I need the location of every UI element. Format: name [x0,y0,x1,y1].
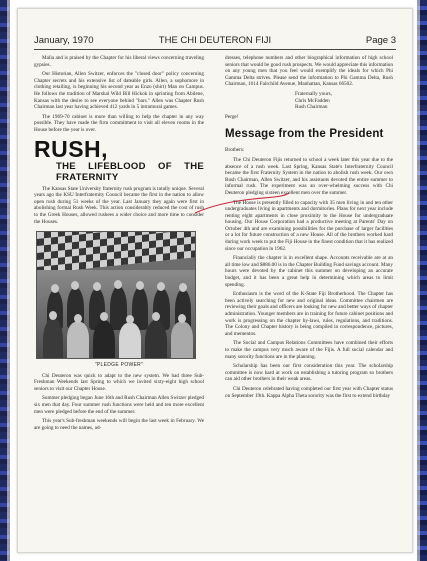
right-decorative-border [417,0,427,561]
closing-text: Fraternally yours, [295,90,332,97]
paragraph: Scholarship has been our first consideration this year. The scholarship committee is now hard at work on establishing a tutoring program so brothers can aid other brothers in their weak areas. [225,363,393,383]
paragraph: The House is presently filled to capacity with 35 men living in and ten other undergraduates living in apartments and dormitories. Plans for next year include renting eight apartments in close proximity to the House for undergraduate housing. Our House Corporation had a productive meeting at Parents' Day on October 4th and are examining possibilities for the purchase of larger facilities or a lot for future construction of a new House. All of the brothers worked hard during work week to put the Fiji House in the finest condition that it has realized since our occupation in 1962. [225,199,393,252]
paragraph: The 1969-70 cabinet is more than willing to help the chapter in any way possible. They have made the firm commitment to visit all eleven rooms in the House before the year is over. [34,113,204,133]
left-decorative-border [0,0,10,561]
header-divider [34,49,396,50]
closing-block [225,91,393,111]
sign-off: Perge! [225,113,239,120]
paragraph: dresses, telephone numbers and other biographical information of high school seniors that would be good rush prospects. We would appreciate this information on any young men that you feel would exemplify the ideals for which Phi Gamma Delta strives. Please send the information to Phi Gamma Delta, Rush Chairman, 1614 Fairchild Avenue, Manhattan, Kansas 66502. [225,55,393,88]
pledge-power-photo [36,231,196,359]
salutation: Brothers: [225,147,245,154]
issue-date: January, 1970 [34,35,94,46]
newsletter-title: THE CHI DEUTERON FIJI [158,35,272,46]
paragraph: Chi Deuteron was quick to adapt to the new system. We had three Sub-Freshman Weekends last Spring to which we invited sixty-eight high school seniors to visit our Chapter House. [34,372,204,392]
newsletter-page [17,8,413,553]
photo-caption: "PLEDGE POWER" [94,362,144,369]
paragraph: The Chi Deuteron Fijis returned to school a week later this year due to the absence of a rush week. Last Spring, Kansas State's Interfraternity Council became the first Fraternity System in the nation to abolish rush week. Our own Rush Chairman, Allen Switzer, and his assistants devoted the entire summer to informal rush. The experiment was an over-whelming success with Chi Deuteron pledging sixteen excellent men over the summer. [225,156,393,196]
paragraph: Chi Deuteron celebrated having completed our first year with Chapter status on September 19th. Kappa Alpha Theta sorority was the first to extend birthday [225,385,393,399]
signatory-title: Rush Chairman [295,104,328,111]
paragraph: Financially the chapter is in excellent shape. Accounts receivable are at an all time low and $886.00 is in the Chapter Building Fund savings account. Many hours were devoted by the cabinet this summer on developing an accurate budget, and it has been a great help in determining which areas to limit spending. [225,255,393,288]
paragraph: Malia and is praised by the Chapter for his liberal views concerning traveling gypsies. [34,55,204,68]
paragraph: The Social and Campus Relations Committees have combined their efforts to make the campus very much aware of the Fijis. A full social calendar and many sorority functions are in the planning. [225,340,393,360]
left-column [34,55,204,434]
rush-heading: RUSH, [34,135,109,162]
paragraph: Our Historian, Allen Switzer, enforces the "closed door" policy concerning Chapter secrets and his extensive list of dateable girls. Allen, a sophomore in clothing retailing, is beginning his second year as Enzo (shirt) Man on Campus. He follows the tradition of Marshal Wild Bill Hickok in sprinting from Abilene, Kansas with the desire to see everyone behind "bars." Allen was Chapter Rush Chairman last year having achieved 412 yards in 5 intramural games. [34,71,204,111]
signatory-name: Chris McFadden [295,97,330,104]
right-column [225,55,393,402]
rush-subheading: THE LIFEBLOOD OF THE FRATERNITY [56,160,204,183]
page-number: Page 3 [365,35,396,46]
paragraph: Summer pledging began June 16th and Rush Chairman Allen Switzer pledged six men that day. Four summer rush functions were held and ten more excellent men were pledged before the end of the summer. [34,395,204,415]
paragraph: Enthusiasm is the word of the K-State Fiji Brotherhood. The Chapter has been actively searching for new and original ideas. Committee chairmen are reviewing their goals and officers are looking for new and better ways of chapter administration. Younger members are in training for future cabinet positions and work is progressing on the chapter by-laws, rules, regulations, and traditions. The Colony and Chapter history is being compiled in correspondence, pictures, and mementos. [225,291,393,337]
paragraph: This year's Sub-freshman weekends will begin the last week in February. We are going to need the names, ad- [34,418,204,431]
paragraph: The Kansas State University fraternity rush program is totally unique. Several years ago the KSU Interfraternity Council became the first in the nation to allow open rush during 51 weeks of the year. Last January they again were first in abolishing formal Rush Week. This action considerably reduced the cost of rush to the Greek Houses, allowed rushees a wider choice and more time to consider the Houses. [34,185,204,225]
president-heading: Message from the President [225,128,384,141]
